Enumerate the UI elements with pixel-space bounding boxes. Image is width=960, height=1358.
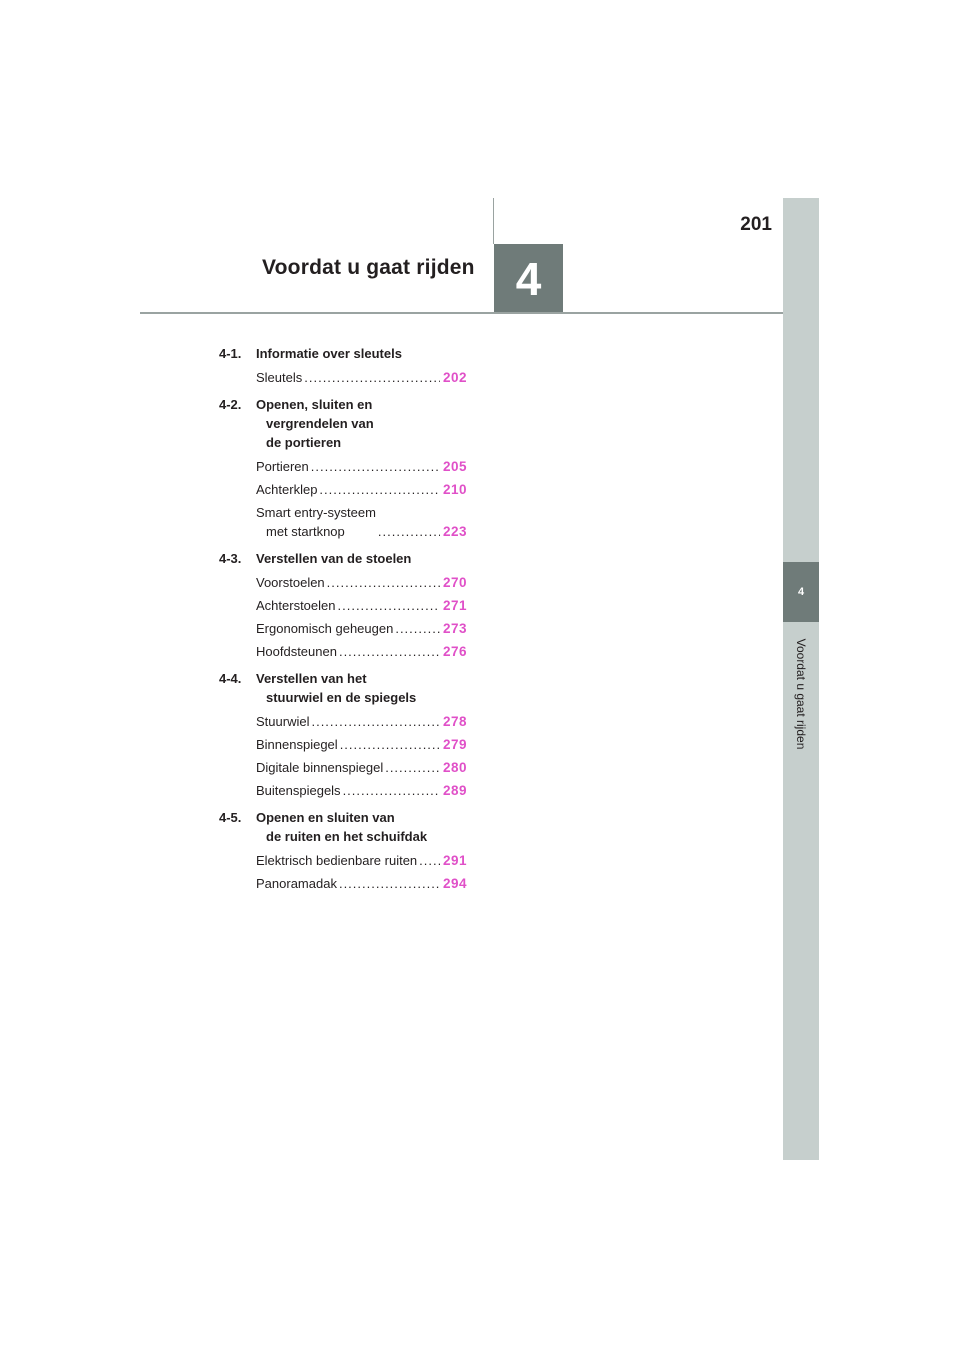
toc-entry-label xyxy=(256,368,302,387)
toc-entry-label xyxy=(256,596,336,615)
header-rule xyxy=(140,312,783,314)
chapter-number-box: 4 xyxy=(494,244,563,313)
toc-entry-label xyxy=(256,758,383,777)
toc-page-link[interactable]: 276 xyxy=(442,644,467,659)
toc-entry-label xyxy=(256,712,309,731)
toc-dot-leader xyxy=(343,781,440,800)
toc-entry-label-line: Panoramadak xyxy=(256,876,337,891)
toc-section-title-line: Verstellen van het xyxy=(256,671,367,686)
toc-section-number: 4-2. xyxy=(219,397,242,412)
toc-page-link[interactable]: 270 xyxy=(442,575,467,590)
toc-section-heading xyxy=(219,549,467,568)
toc-dot-leader xyxy=(339,642,440,661)
toc-section-number: 4-4. xyxy=(219,671,242,686)
toc-entry-label xyxy=(256,642,337,661)
toc-page-link[interactable]: 202 xyxy=(442,370,467,385)
toc-page-link[interactable]: 223 xyxy=(442,524,467,539)
toc-entry-label xyxy=(256,573,325,592)
toc-dot-leader xyxy=(385,758,440,777)
toc-section-heading xyxy=(219,395,467,452)
chapter-title: Voordat u gaat rijden xyxy=(262,256,475,279)
toc-entry-label-line: Ergonomisch geheugen xyxy=(256,621,394,636)
toc-section-title-line: de ruiten en het schuifdak xyxy=(266,829,428,844)
toc-section-number: 4-1. xyxy=(219,346,242,361)
toc-entry[interactable] xyxy=(219,573,467,592)
toc-section-title-line: Openen, sluiten en xyxy=(256,397,373,412)
toc-section-title-line: stuurwiel en de spiegels xyxy=(266,690,417,705)
toc-dot-leader xyxy=(311,712,440,731)
toc-section-number: 4-3. xyxy=(219,551,242,566)
toc-section-title-line: Verstellen van de stoelen xyxy=(256,551,412,566)
toc-entry-label xyxy=(256,781,341,800)
toc-dot-leader xyxy=(338,596,440,615)
toc-page-link[interactable]: 205 xyxy=(442,459,467,474)
toc-entry[interactable] xyxy=(219,480,467,499)
toc-entry[interactable] xyxy=(219,851,467,870)
toc-entry-label xyxy=(256,503,376,541)
toc-entry-label-line: Achterklep xyxy=(256,482,318,497)
toc-page-link[interactable]: 291 xyxy=(442,853,467,868)
toc-entry[interactable] xyxy=(219,368,467,387)
toc-entry-label-line: Portieren xyxy=(256,459,309,474)
toc-entry[interactable] xyxy=(219,874,467,893)
toc-page-link[interactable]: 271 xyxy=(442,598,467,613)
toc-entry[interactable] xyxy=(219,712,467,731)
toc-section-heading xyxy=(219,808,467,846)
toc-entry[interactable] xyxy=(219,619,467,638)
toc-entry-label xyxy=(256,619,393,638)
toc-entry-label-line: Achterstoelen xyxy=(256,598,336,613)
toc-section-heading xyxy=(219,669,467,707)
toc-entry-label xyxy=(256,457,309,476)
toc-entry[interactable] xyxy=(219,503,467,541)
toc-dot-leader xyxy=(378,522,440,541)
toc-page-link[interactable]: 280 xyxy=(442,760,467,775)
side-tab-label: Voordat u gaat rijden xyxy=(794,638,808,750)
toc-section-title xyxy=(256,808,427,846)
toc-section-title xyxy=(256,669,416,707)
toc-entry-label-line: Buitenspiegels xyxy=(256,783,341,798)
toc-entry-label-line: met startknop xyxy=(266,524,345,539)
toc-page-link[interactable]: 278 xyxy=(442,714,467,729)
toc-entry[interactable] xyxy=(219,758,467,777)
toc-section-title xyxy=(256,344,402,363)
toc-entry[interactable] xyxy=(219,457,467,476)
toc-page-link[interactable]: 279 xyxy=(442,737,467,752)
toc-section-title-line: vergrendelen van xyxy=(266,416,374,431)
toc-entry-label-line: Hoofdsteunen xyxy=(256,644,337,659)
toc-section-title-line: Openen en sluiten van xyxy=(256,810,395,825)
toc-dot-leader xyxy=(340,735,440,754)
toc-page-link[interactable]: 210 xyxy=(442,482,467,497)
toc-entry-label xyxy=(256,874,337,893)
toc-entry-label xyxy=(256,851,417,870)
toc-page-link[interactable]: 294 xyxy=(442,876,467,891)
toc-section-title-line: de portieren xyxy=(266,435,342,450)
toc-entry-label-line: Digitale binnenspiegel xyxy=(256,760,384,775)
toc-section-title xyxy=(256,549,411,568)
toc-entry-label-line: Sleutels xyxy=(256,370,303,385)
toc-section-title-line: Informatie over sleutels xyxy=(256,346,402,361)
table-of-contents xyxy=(219,344,467,893)
toc-entry-label-line: Elektrisch bedienbare ruiten xyxy=(256,853,418,868)
toc-dot-leader xyxy=(311,457,440,476)
toc-section-heading xyxy=(219,344,467,363)
toc-dot-leader xyxy=(304,368,440,387)
toc-dot-leader xyxy=(339,874,440,893)
toc-page-link[interactable]: 289 xyxy=(442,783,467,798)
header-vertical-rule xyxy=(493,198,494,244)
toc-entry[interactable] xyxy=(219,596,467,615)
side-tab-chapter-4[interactable]: 4 xyxy=(783,562,819,622)
toc-section-number: 4-5. xyxy=(219,810,242,825)
toc-dot-leader xyxy=(419,851,440,870)
toc-page-link[interactable]: 273 xyxy=(442,621,467,636)
toc-entry[interactable] xyxy=(219,642,467,661)
toc-entry[interactable] xyxy=(219,781,467,800)
toc-dot-leader xyxy=(327,573,440,592)
toc-entry-label-line: Smart entry-systeem xyxy=(256,505,376,520)
toc-entry-label xyxy=(256,480,317,499)
page-number: 201 xyxy=(740,214,772,235)
toc-entry-label-line: Voorstoelen xyxy=(256,575,325,590)
toc-entry[interactable] xyxy=(219,735,467,754)
toc-dot-leader xyxy=(395,619,440,638)
toc-entry-label-line: Stuurwiel xyxy=(256,714,310,729)
toc-section-title xyxy=(256,395,374,452)
toc-entry-label xyxy=(256,735,338,754)
toc-dot-leader xyxy=(319,480,440,499)
toc-entry-label-line: Binnenspiegel xyxy=(256,737,338,752)
